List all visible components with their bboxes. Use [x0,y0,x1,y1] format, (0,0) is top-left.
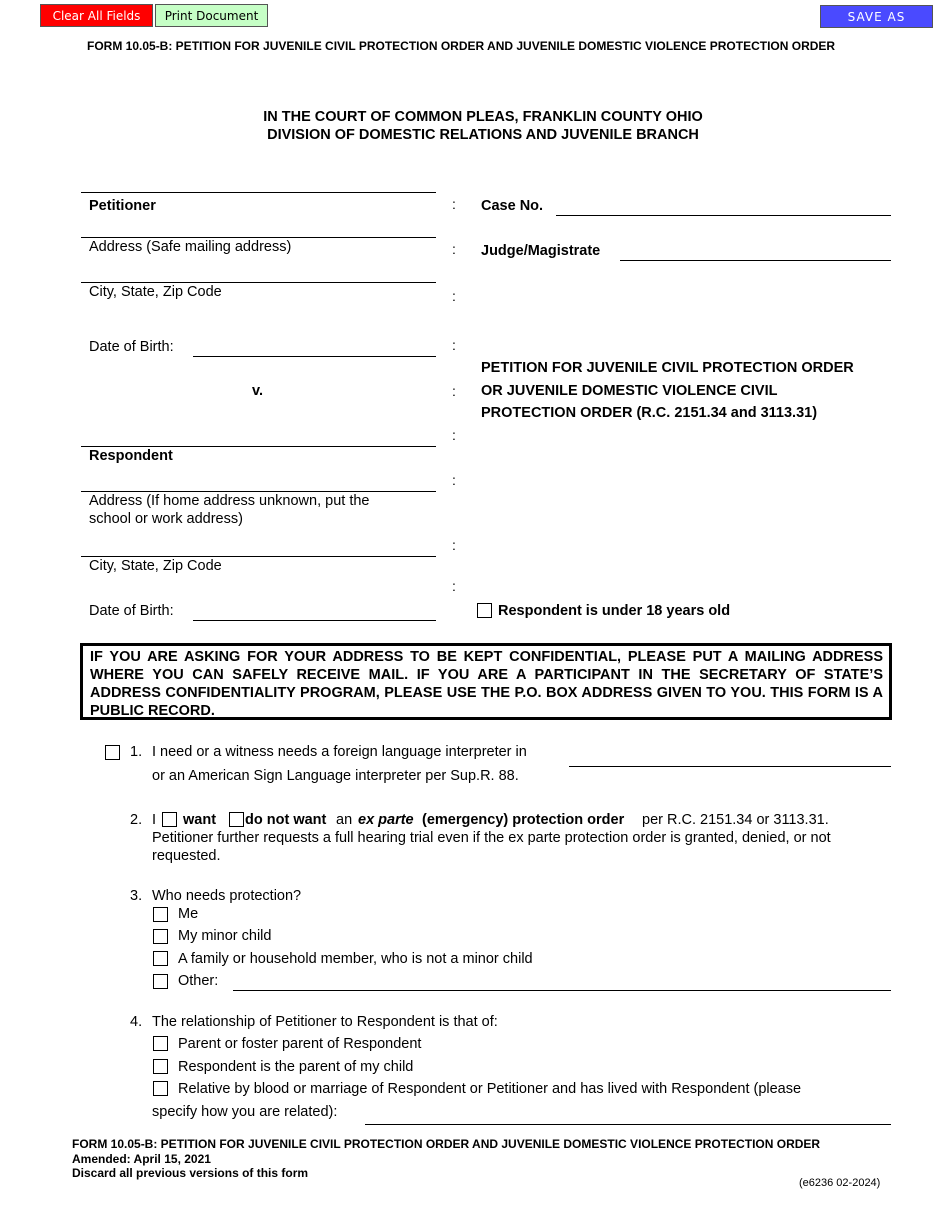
want-label: want [183,812,217,828]
item-number: 1. [130,744,143,760]
protect-family-member-checkbox[interactable] [153,951,168,966]
caption-colon: : [452,427,456,443]
protect-me-label: Me [178,906,199,922]
ex-parte-term: ex parte [358,812,414,828]
protect-other-field[interactable] [233,990,891,991]
interpreter-text-line2: or an American Sign Language interpreter per Sup.R. 88. [152,768,519,784]
protect-me-checkbox[interactable] [153,907,168,922]
respondent-address-line[interactable] [81,491,436,492]
petition-title-line: PROTECTION ORDER (R.C. 2151.34 and 3113.31) [481,405,818,421]
want-ex-parte-checkbox[interactable] [162,812,177,827]
relative-specify-field[interactable] [365,1124,891,1125]
caption-colon: : [452,383,456,399]
court-name: IN THE COURT OF COMMON PLEAS, FRANKLIN COUNTY OHIO [263,109,703,125]
caption-colon: : [452,537,456,553]
case-number-label: Case No. [481,198,544,214]
protection-question: Who needs protection? [152,888,302,904]
interpreter-language-field[interactable] [569,766,891,767]
caption-colon: : [452,337,456,353]
respondent-dob-label: Date of Birth: [89,603,174,619]
protect-family-member-label: A family or household member, who is not a minor child [178,951,533,967]
caption-colon: : [452,472,456,488]
petitioner-city-label: City, State, Zip Code [89,284,222,300]
footer-form-code: (e6236 02-2024) [799,1177,881,1189]
item-number: 2. [130,812,143,828]
item2-statute: per R.C. 2151.34 or 3113.31. [642,812,829,828]
respondent-address-label-1: Address (If home address unknown, put the [89,493,370,509]
petitioner-address-line[interactable] [81,237,436,238]
item2-an: an [336,812,353,828]
interpreter-checkbox[interactable] [105,745,120,760]
item2-line2: Petitioner further requests a full hearing trial even if the ex parte protection order is granted, denied, or not [152,830,831,846]
relationship-question: The relationship of Petitioner to Respondent is that of: [152,1014,498,1030]
caption-colon: : [452,578,456,594]
protect-other-checkbox[interactable] [153,974,168,989]
petition-title-line: OR JUVENILE DOMESTIC VIOLENCE CIVIL [481,382,778,399]
petitioner-address-label: Address (Safe mailing address) [89,239,292,255]
footer-discard: Discard all previous versions of this form [72,1166,309,1180]
protect-minor-child-checkbox[interactable] [153,929,168,944]
respondent-under-18-checkbox[interactable] [477,603,492,618]
respondent-address-label-2: school or work address) [89,511,243,527]
parent-of-child-label: Respondent is the parent of my child [178,1059,414,1075]
parent-foster-label: Parent or foster parent of Respondent [178,1036,422,1052]
confidentiality-notice: IF YOU ARE ASKING FOR YOUR ADDRESS TO BE KEPT CONFIDENTIAL, PLEASE PUT A MAILING ADDRESS WHERE YOU CAN SAFELY RECEIVE MAIL. IF YOU ARE A PARTICIPANT IN THE SECRETARY OF STATE’S ADDRESS CONFIDENTIALITY PROGRAM, PLEASE USE THE P.O. BOX ADDRESS GIVEN TO YOU. THIS FORM IS A PUBLIC RECORD. [80,643,892,720]
petitioner-dob-label: Date of Birth: [89,339,174,355]
caption-colon: : [452,241,456,257]
relative-label: Relative by blood or marriage of Respondent or Petitioner and has lived with Respondent (please [178,1081,802,1097]
versus-label: v. [252,383,264,399]
relative-checkbox[interactable] [153,1081,168,1096]
print-document-button[interactable]: Print Document [155,4,268,27]
item-number: 3. [130,888,143,904]
clear-all-fields-button[interactable]: Clear All Fields [40,4,153,27]
respondent-under-18-label: Respondent is under 18 years old [498,603,731,619]
emergency-protection-order: (emergency) protection order [422,812,625,828]
relative-specify-label: specify how you are related): [152,1104,338,1120]
footer-amended: Amended: April 15, 2021 [72,1152,211,1166]
parent-of-child-checkbox[interactable] [153,1059,168,1074]
parent-foster-checkbox[interactable] [153,1036,168,1051]
judge-magistrate-label: Judge/Magistrate [481,243,601,259]
petitioner-dob-field[interactable] [193,356,436,357]
protect-other-label: Other: [178,973,219,989]
respondent-dob-field[interactable] [193,620,436,621]
petition-title-line: PETITION FOR JUVENILE CIVIL PROTECTION ORDER [481,360,854,376]
case-number-field[interactable] [556,215,891,216]
item2-line3: requested. [152,848,221,864]
respondent-name-line[interactable] [81,446,436,447]
respondent-city-label: City, State, Zip Code [89,558,222,574]
form-title-header: FORM 10.05-B: PETITION FOR JUVENILE CIVIL PROTECTION ORDER AND JUVENILE DOMESTIC VIOLENCE PROTECTION ORDER [87,39,836,53]
court-division: DIVISION OF DOMESTIC RELATIONS AND JUVENILE BRANCH [267,127,699,143]
petition-title [481,357,854,425]
item2-i: I [152,812,157,828]
respondent-label: Respondent [89,448,173,464]
footer-form-title: FORM 10.05-B: PETITION FOR JUVENILE CIVIL PROTECTION ORDER AND JUVENILE DOMESTIC VIOLENCE PROTECTION ORDER [72,1137,821,1151]
item-number: 4. [130,1014,143,1030]
caption-colon: : [452,196,456,212]
petitioner-label: Petitioner [89,198,156,214]
interpreter-text-line1: I need or a witness needs a foreign language interpreter in [152,744,527,760]
respondent-city-line[interactable] [81,556,436,557]
caption-colon: : [452,288,456,304]
petitioner-city-line[interactable] [81,282,436,283]
do-not-want-label: do not want [245,812,327,828]
petitioner-name-line[interactable] [81,192,436,193]
judge-magistrate-field[interactable] [620,260,891,261]
protect-minor-child-label: My minor child [178,928,272,944]
do-not-want-ex-parte-checkbox[interactable] [229,812,244,827]
save-as-button[interactable]: SAVE AS [820,5,933,28]
